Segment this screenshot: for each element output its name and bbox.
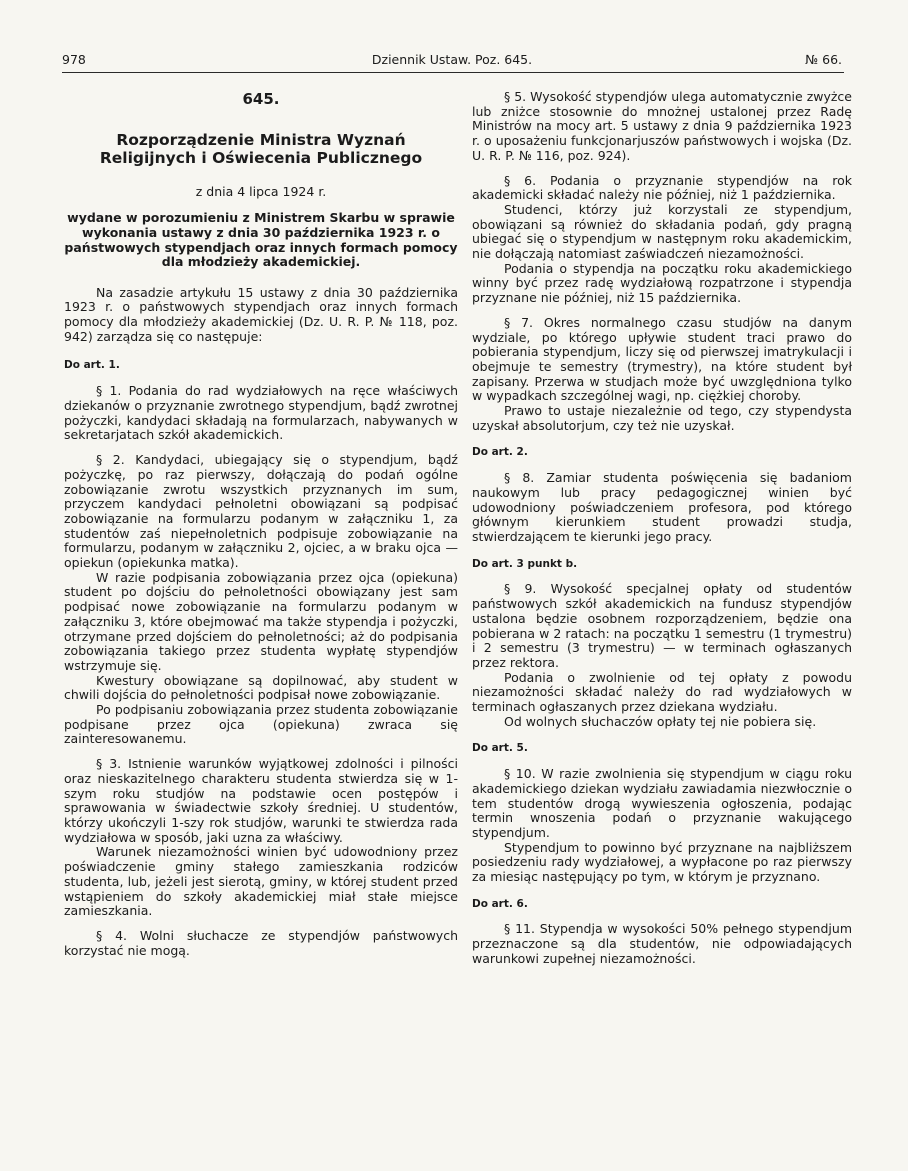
paragraph-6-cont: Podania o stypendja na początku roku akademickiego winny być przez radę wydziałową rozpatrzone i stypendja przyznane nie później, niż 15 października. bbox=[472, 260, 852, 306]
document-number: 645. bbox=[242, 90, 280, 108]
paragraph-6: § 6. Podania o przyznanie stypendjów na rok akademicki składać należy nie później, niż 1 października. bbox=[472, 172, 852, 203]
paragraph-5: § 5. Wysokość stypendjów ulega automatycznie zwyżce lub zniżce stosownie do mnożnej ustalonej przez Radę Ministrów na mocy art. 5 ustawy z dnia 9 października 1923 r. o uposażeniu funkcjonarjuszów państwowych i wojska (Dz. U. R. P. № 116, poz. 924). bbox=[472, 89, 852, 163]
page-header bbox=[62, 48, 842, 72]
paragraph-2: § 2. Kandydaci, ubiegający się o stypendjum, bądź pożyczkę, po raz pierwszy, dołączają do podań ogólne zobowiązanie zwrotu wszystkich przyznanych im sum, przyczem kandydaci pełnoletni obowiązani są podpisać zobowiązanie na formularzu podanym w załączniku 1, za studentów zaś niepełnoletnich podpisuje zobowiązanie na formularzu, podanym w załączniku 2, ojciec, a w braku ojca — opiekun (opiekunka matka). bbox=[64, 452, 458, 571]
paragraph-7-cont: Prawo to ustaje niezależnie od tego, czy stypendysta uzyskał absolutorjum, czy też nie uzyskał. bbox=[472, 403, 852, 433]
article-heading: Do art. 6. bbox=[472, 897, 528, 910]
paragraph-3: § 3. Istnienie warunków wyjątkowej zdolności i pilności oraz nieskazitelnego charakteru studenta stwierdza się w 1-szym roku studjów na podstawie ocen postępów i sprawowania w świadectwie szkoły średniej. U studentów, którzy ukończyli 1-szy rok studjów, warunki te stwierdza rada wydziałowa w sposób, jaki uzna za właściwy. bbox=[64, 756, 458, 845]
paragraph-9-cont: Od wolnych słuchaczów opłaty tej nie pobiera się. bbox=[504, 713, 817, 729]
paragraph-8: § 8. Zamiar studenta poświęcenia się badaniom naukowym lub pracy pedagogicznej winien być udowodniony poświadczeniem profesora, pod którego głównym kierunkiem student prowadzi studja, stwierdzającem te kierunki jego pracy. bbox=[472, 470, 852, 544]
paragraph-11: § 11. Stypendja w wysokości 50% pełnego stypendjum przeznaczone są dla studentów, nie odpowiadających warunkowi zupełnej niezamożności. bbox=[472, 921, 852, 966]
paragraph-6-cont: Studenci, którzy już korzystali ze stypendjum, obowiązani są również do składania podań, gdy pragną ubiegać się o stypendjum w następnym roku akademickim, nie dołączają natomiast zaświadczeń niezamożności. bbox=[472, 201, 852, 262]
page-number: 978 bbox=[62, 52, 86, 67]
header-rule bbox=[62, 72, 844, 73]
article-heading: Do art. 1. bbox=[64, 358, 120, 371]
paragraph-2-cont: Kwestury obowiązane są dopilnować, aby student w chwili dojścia do pełnoletności podpisał nowe zobowiązanie. bbox=[64, 672, 458, 703]
paragraph-9: § 9. Wysokość specjalnej opłaty od studentów państwowych szkół akademickich na fundusz stypendjów ustalona będzie osobnem rozporządzeniem, będzie ona pobierana w 2 ratach: na początku 1 semestru (1 trymestru) i 2 semestru (3 trymestru) — w terminach ogłaszanych przez rektora. bbox=[472, 581, 852, 670]
document-title: Rozporządzenie Ministra Wyznań Religijnych i Oświecenia Publicznego bbox=[99, 130, 423, 167]
left-column bbox=[64, 90, 458, 958]
paragraph-9-cont: Podania o zwolnienie od tej opłaty z powodu niezamożności składać należy do rad wydziałowych w terminach ogłaszanych przez dziekana wydziału. bbox=[472, 669, 852, 715]
article-heading: Do art. 2. bbox=[472, 446, 528, 459]
right-column bbox=[472, 90, 852, 967]
publication-title: Dziennik Ustaw. Poz. 645. bbox=[371, 52, 533, 67]
paragraph-10: § 10. W razie zwolnienia się stypendjum w ciągu roku akademickiego dziekan wydziału zawiadamia niezwłocznie o tem studentów drogą wywieszenia ogłoszenia, podając termin wnoszenia podań o przyznanie wakującego stypendjum. bbox=[472, 766, 852, 840]
document-subtitle: wydane w porozumieniu z Ministrem Skarbu w sprawie wykonania ustawy z dnia 30 października 1923 r. o państwowych stypendjach oraz innych formach pomocy dla młodzieży akademickiej. bbox=[64, 210, 458, 270]
preamble: Na zasadzie artykułu 15 ustawy z dnia 30 października 1923 r. o państwowych stypendjach oraz innych formach pomocy dla młodzieży akademickiej (Dz. U. R. P. № 118, poz. 942) zarządza się co następuje: bbox=[64, 284, 458, 344]
article-heading: Do art. 5. bbox=[472, 742, 528, 755]
paragraph-2-cont: Po podpisaniu zobowiązania przez studenta zobowiązanie podpisane przez ojca (opiekuna) zwraca się zainteresowanemu. bbox=[64, 702, 458, 747]
paragraph-1: § 1. Podania do rad wydziałowych na ręce właściwych dziekanów o przyznanie zwrotnego stypendjum, bądź zwrotnej pożyczki, kandydaci składają na formularzach, nabywanych w sekretarjatach szkół akademickich. bbox=[64, 383, 458, 443]
paragraph-10-cont: Stypendjum to powinno być przyznane na najbliższem posiedzeniu rady wydziałowej, a wypłacone po raz pierwszy za miesiąc następujący po tym, w którym je przyznano. bbox=[472, 839, 852, 885]
article-heading: Do art. 3 punkt b. bbox=[472, 557, 578, 570]
issue-number: № 66. bbox=[805, 52, 842, 67]
paragraph-3-cont: Warunek niezamożności winien być udowodniony przez poświadczenie gminy stałego zamieszkania rodziców studenta, lub, jeżeli jest sierotą, gminy, w której student przed wstąpieniem do szkoły akademickiej miał stałe miejsce zamieszkania. bbox=[64, 844, 458, 919]
document-date: z dnia 4 lipca 1924 r. bbox=[195, 183, 327, 199]
paragraph-7: § 7. Okres normalnego czasu studjów na danym wydziale, po którego upływie student traci prawo do pobierania stypendjum, liczy się od pierwszej imatrykulacji i obejmuje te semestry (trymestry), na które student był zapisany. Przerwa w studjach może być uwzględniona tylko w wypadkach szczególnej wagi, np. ciężkiej choroby. bbox=[472, 314, 852, 404]
paragraph-2-cont: W razie podpisania zobowiązania przez ojca (opiekuna) student po dojściu do pełnoletności obowiązany jest sam podpisać nowe zobowiązanie na formularzu podanym w załączniku 3, które obejmować ma także stypendja i pożyczki, otrzymane przed dojściem do pełnoletności; aż do podpisania zobowiązania takiego przez studenta wypłatę stypendjów wstrzymuje się. bbox=[64, 569, 458, 673]
paragraph-4: § 4. Wolni słuchacze ze stypendjów państwowych korzystać nie mogą. bbox=[64, 927, 458, 958]
